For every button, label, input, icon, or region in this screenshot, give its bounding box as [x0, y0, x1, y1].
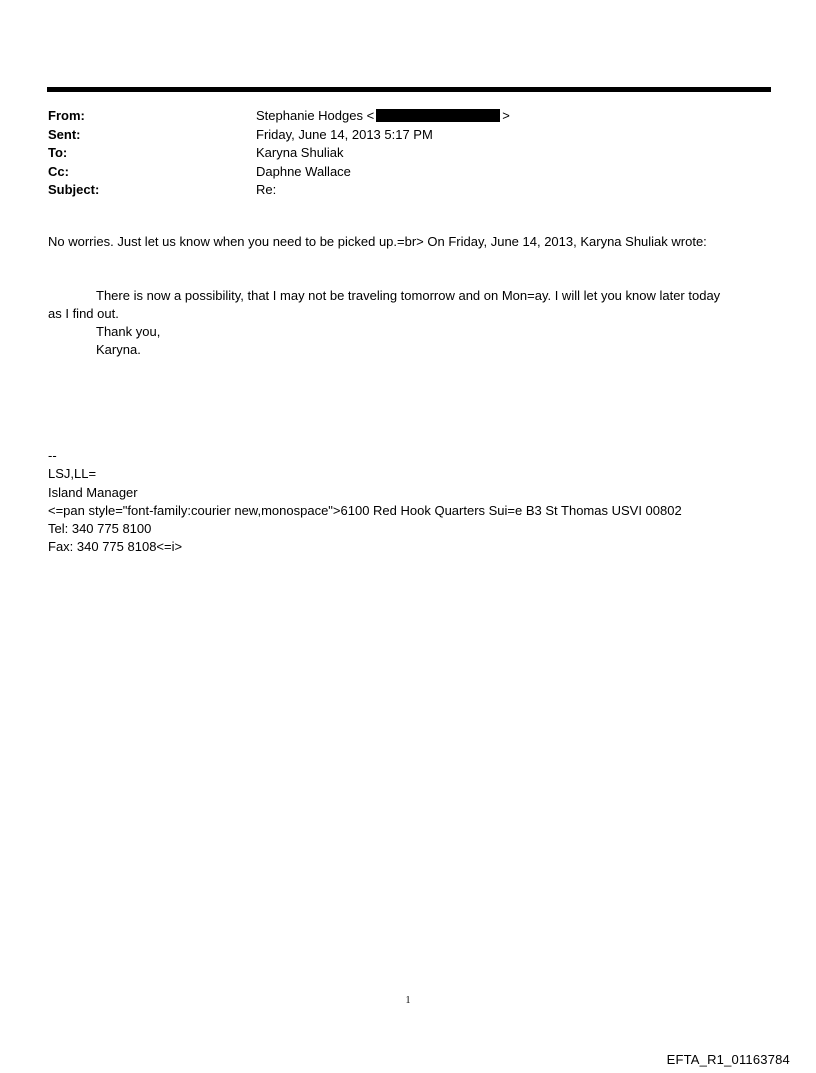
header-to — [48, 144, 768, 163]
page-number: 1 — [405, 995, 411, 1006]
header-rule — [47, 87, 771, 92]
from-name: Stephanie Hodges < — [256, 108, 375, 123]
from-value — [256, 107, 510, 126]
quoted-line-3: Thank you, — [96, 324, 161, 339]
to-value: Karyna Shuliak — [256, 145, 344, 160]
signature-separator: -- — [48, 448, 57, 463]
header-from — [48, 107, 768, 126]
cc-value: Daphne Wallace — [256, 163, 351, 179]
quoted-line-1: There is now a possibility, that I may not be traveling tomorrow and on Mon=ay. I will let you know later today — [96, 288, 721, 303]
signature-title: Island Manager — [48, 485, 138, 500]
header-cc — [48, 163, 768, 182]
from-label: From: — [48, 108, 85, 123]
sent-label: Sent: — [48, 126, 81, 142]
subject-value: Re: — [256, 182, 277, 197]
signature-tel: Tel: 340 775 8100 — [48, 521, 152, 536]
signature-name: LSJ,LL= — [48, 466, 97, 481]
reply-text: No worries. Just let us know when you need to be picked up.=br> On Friday, June 14, 2013, Karyna Shuliak wrote: — [48, 234, 707, 249]
cc-label: Cc: — [48, 163, 69, 179]
sent-value: Friday, June 14, 2013 5:17 PM — [256, 126, 433, 142]
signature-address: <=pan style="font-family:courier new,monospace">6100 Red Hook Quarters Sui=e B3 St Thomas USVI 00802 — [48, 503, 682, 518]
email-headers — [48, 107, 768, 200]
quoted-line-2: as I find out. — [48, 306, 119, 321]
header-sent — [48, 126, 768, 145]
redaction-box — [376, 109, 500, 122]
document-id: EFTA_R1_01163784 — [666, 1052, 790, 1067]
signature-fax: Fax: 340 775 8108<=i> — [48, 539, 183, 554]
quoted-line-4: Karyna. — [96, 342, 141, 357]
from-suffix: > — [502, 108, 510, 123]
subject-label: Subject: — [48, 182, 100, 197]
to-label: To: — [48, 145, 68, 160]
header-subject — [48, 181, 768, 200]
